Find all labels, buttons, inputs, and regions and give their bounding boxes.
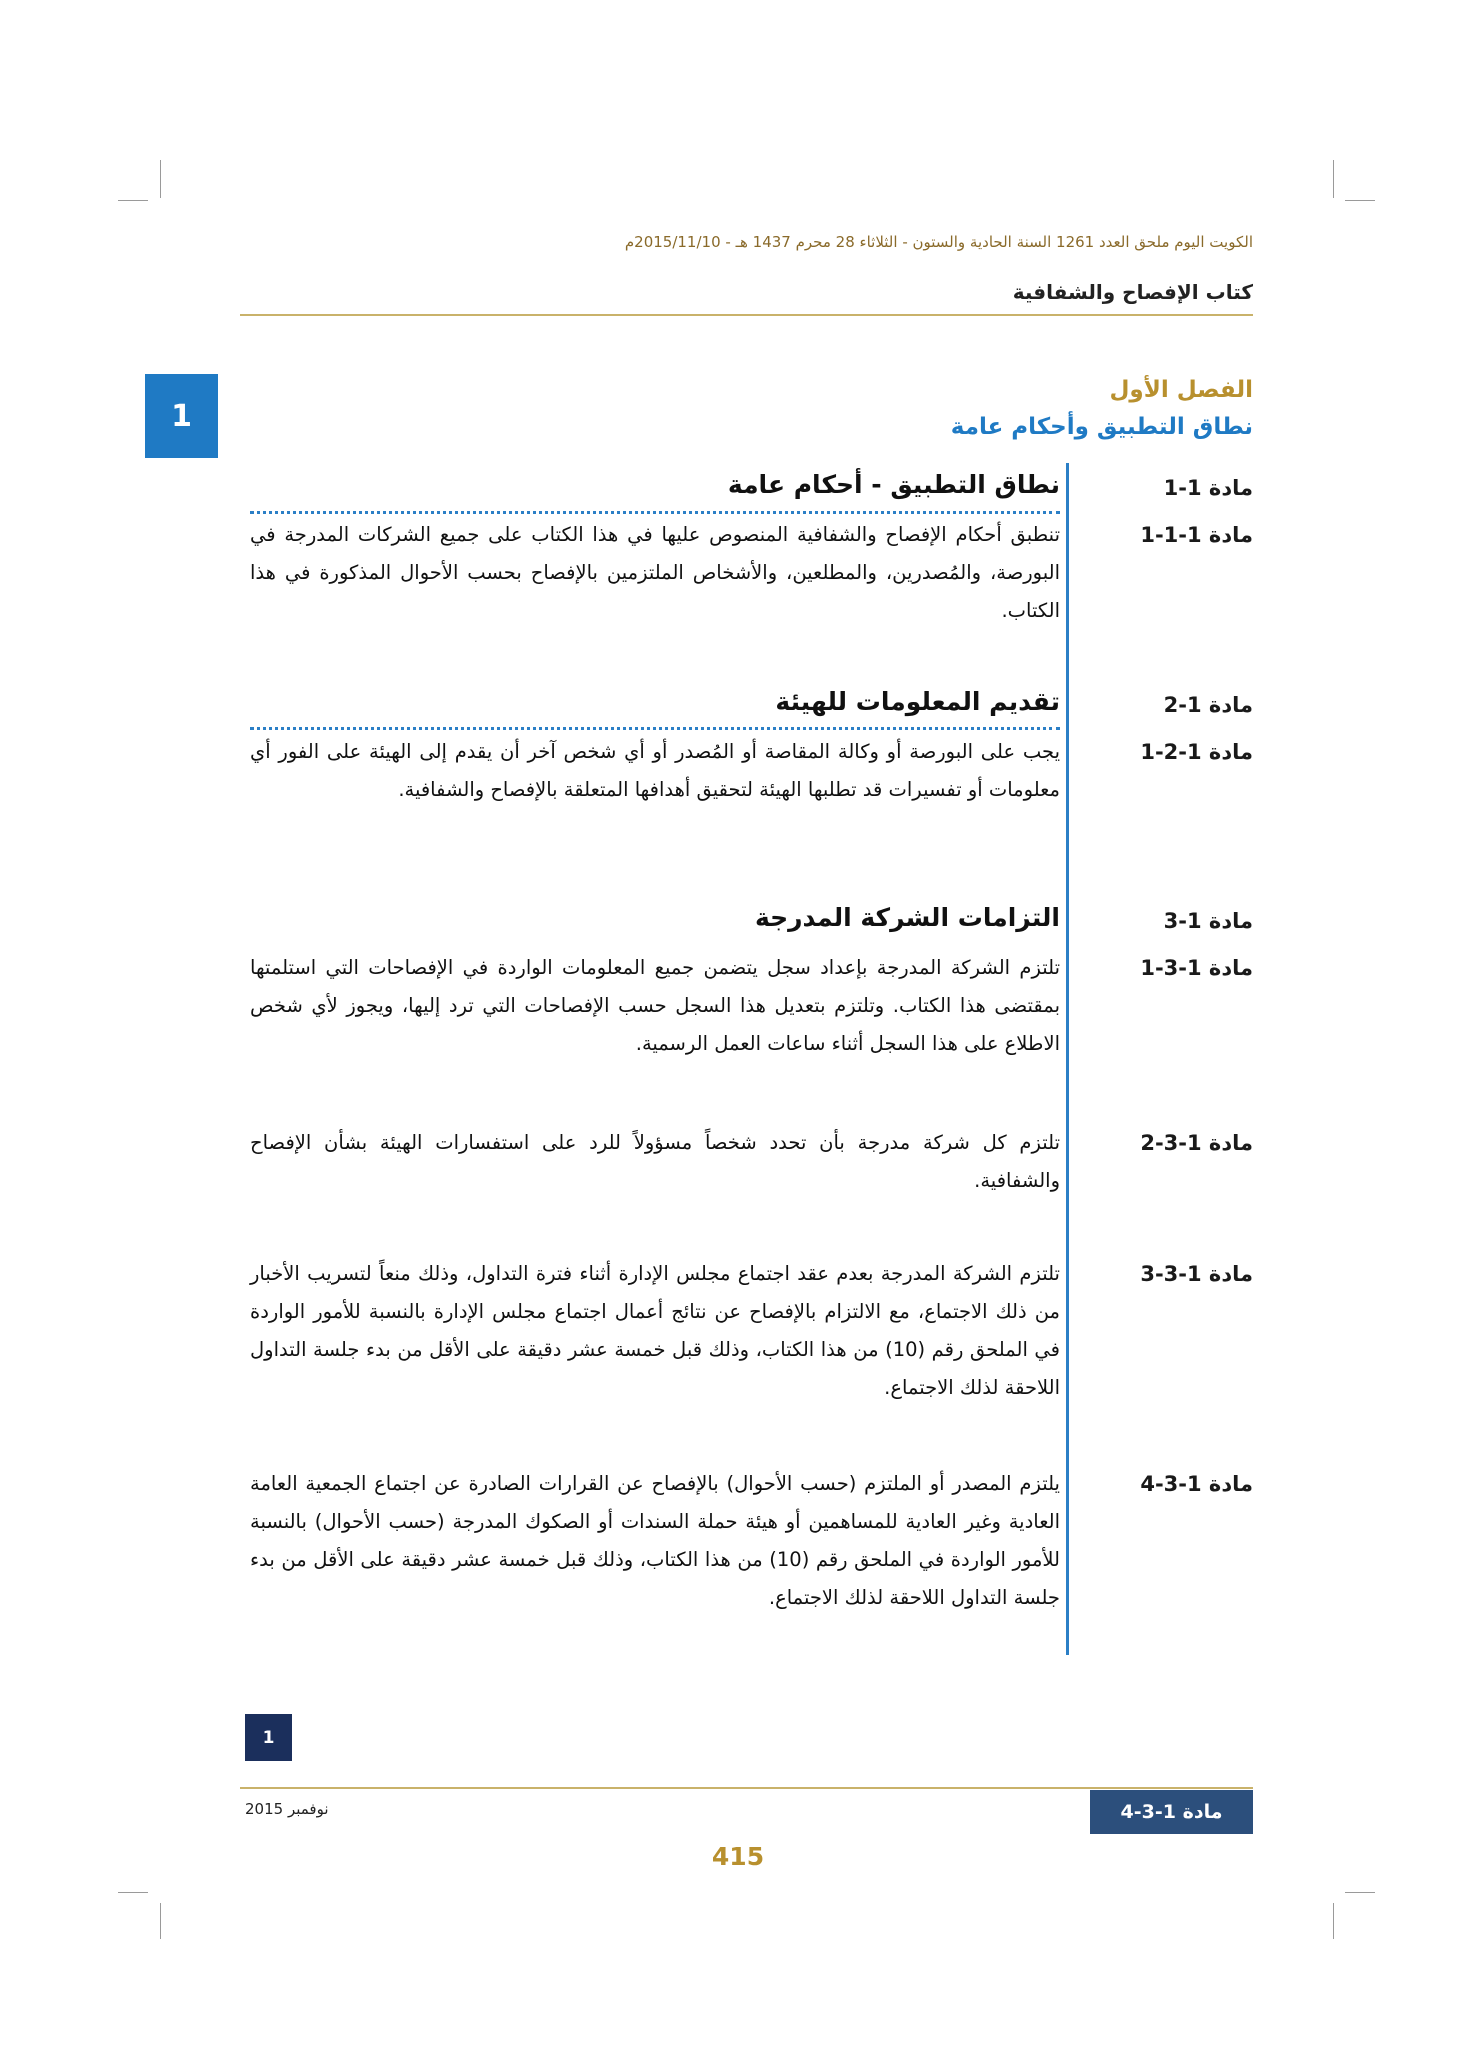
article-label: مادة 1-2-1 <box>1140 740 1253 764</box>
book-title: كتاب الإفصاح والشفافية <box>1012 280 1253 304</box>
article-label: مادة 1-3-1 <box>1140 956 1253 980</box>
crop-mark <box>1345 1892 1375 1893</box>
chapter-number-tab: 1 <box>145 374 218 458</box>
section-article-label: مادة 1-2 <box>1163 693 1253 717</box>
section-article-label: مادة 1-1 <box>1163 476 1253 500</box>
footer-date: نوفمبر 2015 <box>245 1800 329 1818</box>
gazette-line: الكويت اليوم ملحق العدد 1261 السنة الحادية والستون - الثلاثاء 28 محرم 1437 هـ - 2015/11/10م <box>624 233 1253 251</box>
footer-article-tab: مادة 1-3-4 <box>1090 1790 1253 1834</box>
section-dotted-rule <box>250 727 1060 730</box>
page-number: 415 <box>711 1842 765 1871</box>
section-heading: نطاق التطبيق - أحكام عامة <box>727 470 1060 499</box>
page-box: 1 <box>245 1714 292 1761</box>
article-label: مادة 1-3-2 <box>1140 1131 1253 1155</box>
crop-mark <box>118 1892 148 1893</box>
article-label: مادة 1-3-4 <box>1140 1472 1253 1496</box>
article-text: تلتزم الشركة المدرجة بعدم عقد اجتماع مجلس الإدارة أثناء فترة التداول، وذلك منعاً لتسريب الأخبار من ذلك الاجتماع، مع الالتزام بالإفصاح عن نتائج أعمال اجتماع مجلس الإدارة بالنسبة للأمور الواردة في الملحق رقم (10) من هذا الكتاب، وذلك قبل خمسة عشر دقيقة على الأقل من بدء جلسة التداول اللاحقة لذلك الاجتماع. <box>250 1262 1060 1399</box>
section-heading: التزامات الشركة المدرجة <box>754 903 1060 932</box>
article-text: تنطبق أحكام الإفصاح والشفافية المنصوص عليها في هذا الكتاب على جميع الشركات المدرجة في البورصة، والمُصدرين، والمطلعين، والأشخاص الملتزمين بالإفصاح بحسب الأحوال المذكورة في هذا الكتاب. <box>250 523 1060 622</box>
crop-mark <box>1333 160 1334 198</box>
article-label: مادة 1-1-1 <box>1140 523 1253 547</box>
crop-mark <box>1345 200 1375 201</box>
section-dotted-rule <box>250 511 1060 514</box>
article-text: تلتزم الشركة المدرجة بإعداد سجل يتضمن جميع المعلومات الواردة في الإفصاحات التي استلمتها بمقتضى هذا الكتاب. وتلتزم بتعديل هذا السجل حسب الإفصاحات التي ترد إليها، ويجوز لأي شخص الاطلاع على هذا السجل أثناء ساعات العمل الرسمية. <box>250 956 1060 1055</box>
chapter-subtitle: نطاق التطبيق وأحكام عامة <box>950 414 1253 440</box>
article-label: مادة 1-3-3 <box>1140 1262 1253 1286</box>
crop-mark <box>160 1903 161 1939</box>
crop-mark <box>160 160 161 198</box>
article-text: يجب على البورصة أو وكالة المقاصة أو المُصدر أو أي شخص آخر أن يقدم إلى الهيئة على الفور أي معلومات أو تفسيرات قد تطلبها الهيئة لتحقيق أهدافها المتعلقة بالإفصاح والشفافية. <box>250 740 1060 801</box>
article-text: تلتزم كل شركة مدرجة بأن تحدد شخصاً مسؤولاً للرد على استفسارات الهيئة بشأن الإفصاح والشفافية. <box>250 1131 1060 1192</box>
chapter-label: الفصل الأول <box>1109 377 1253 403</box>
section-article-label: مادة 1-3 <box>1163 909 1253 933</box>
article-text: يلتزم المصدر أو الملتزم (حسب الأحوال) بالإفصاح عن القرارات الصادرة عن اجتماع الجمعية العامة العادية وغير العادية للمساهمين أو هيئة حملة السندات أو الصكوك المدرجة (حسب الأحوال) بالنسبة للأمور الواردة في الملحق رقم (10) من هذا الكتاب، وذلك قبل خمسة عشر دقيقة على الأقل من بدء جلسة التداول اللاحقة لذلك الاجتماع. <box>250 1472 1060 1609</box>
article-divider-line <box>1066 463 1069 1655</box>
header-rule <box>240 314 1253 316</box>
crop-mark <box>1333 1903 1334 1939</box>
footer-rule <box>240 1787 1253 1789</box>
crop-mark <box>118 200 148 201</box>
section-heading: تقديم المعلومات للهيئة <box>775 687 1060 716</box>
